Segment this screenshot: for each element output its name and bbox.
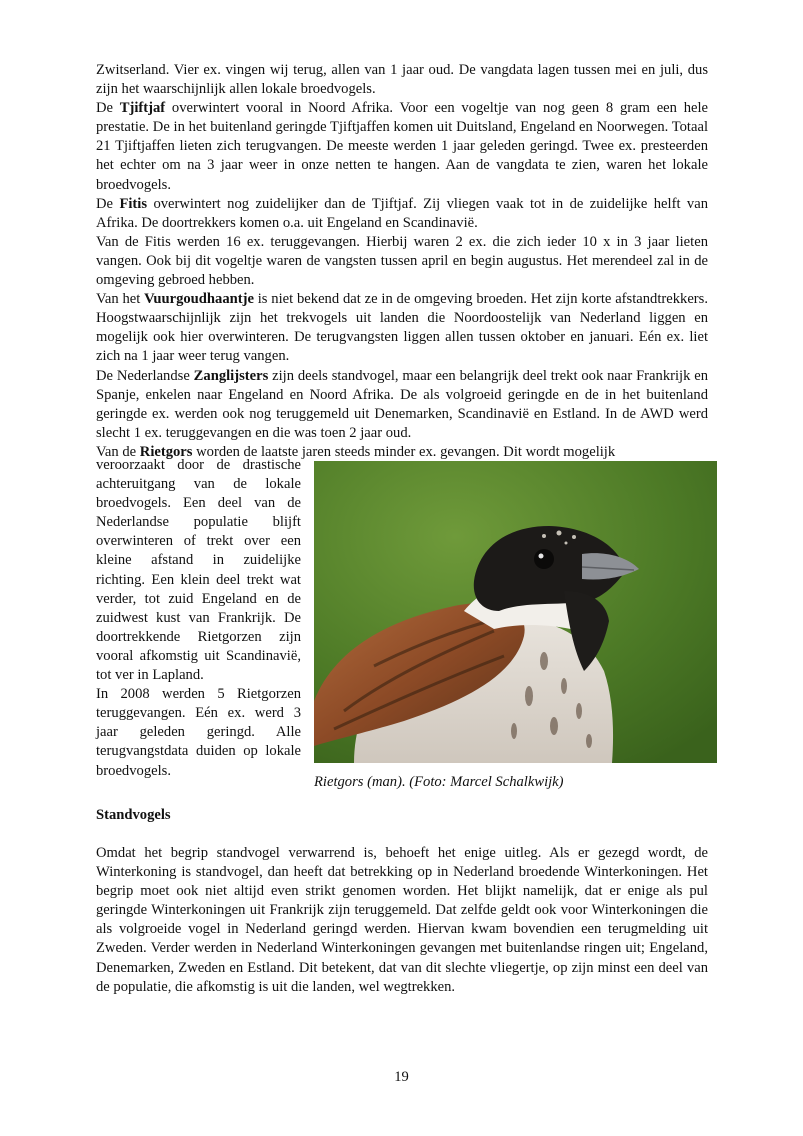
page-number: 19 xyxy=(394,1069,409,1085)
paragraph-fitis-terugvangsten: Van de Fitis werden 16 ex. teruggevangen. Hierbij waren 2 ex. die zich ieder 10 x in 3 jaar lieten vangen. Ook bij dit vogeltje waren de vangsten tussen april en begin augustus. Het merendeel zal in de omgeving gebroed hebben. xyxy=(96,233,708,289)
bird-name: Fitis xyxy=(119,195,148,212)
paragraph-zwitserland: Zwitserland. Vier ex. vingen wij terug, allen van 1 jaar oud. De vangdata lagen tussen mei en juli, dus zijn het waarschijnlijk allen lokale broedvogels. xyxy=(96,62,708,98)
bird-name: Zanglijsters xyxy=(193,367,269,384)
rietgors-photo xyxy=(314,461,717,763)
paragraph-lead: Van de xyxy=(96,443,140,460)
paragraph-body: overwintert nog zuidelijker dan de Tjiftjaf. Zij vliegen vaak tot in de zuidelijke helft van Afrika. De doortrekkers komen o.a. uit Engeland en Scandinavië. xyxy=(96,195,708,231)
standvogels-text-block xyxy=(96,844,708,997)
wrapped-text-block xyxy=(96,456,301,781)
paragraph-lead: De Nederlandse xyxy=(96,367,194,384)
paragraph-body: worden de laatste jaren steeds minder ex. gevangen. Dit wordt mogelijk xyxy=(192,443,616,460)
paragraph-rietgors-2008: In 2008 werden 5 Rietgorzen teruggevangen. Eén ex. werd 3 jaar geleden geringd. Alle terugvangstdata duiden op lokale broedvogels. xyxy=(96,686,301,779)
paragraph-body: is niet bekend dat ze in de omgeving broeden. Het zijn korte afstandtrekkers. Hoogstwaarschijnlijk zijn het trekvogels uit landen die Noordoostelijk van Nederland liggen en mogelijk ook hier overwinteren. De terugvangsten liggen allen tussen oktober en januari. Eén ex. liet zich na 1 jaar weer terug vangen. xyxy=(96,291,708,365)
paragraph-fitis xyxy=(96,195,708,233)
bird-name: Tjiftjaf xyxy=(119,100,166,117)
paragraph-lead: De xyxy=(96,100,120,117)
paragraph-tjiftjaf xyxy=(96,99,708,194)
paragraph-lead: De xyxy=(96,195,120,212)
paragraph-vuurgoudhaantje xyxy=(96,290,708,366)
bird-name: Rietgors xyxy=(139,443,193,460)
paragraph-body: zijn deels standvogel, maar een belangrijk deel trekt ook naar Frankrijk en Spanje, enkelen naar Engeland en Noord Afrika. De als volgroeid geringde en de in het buitenland geringde ex. werden ook nog teruggemeld uit Denemarken, Scandinavië en Estland. In de AWD werd slecht 1 ex. teruggevangen en die was toen 2 jaar oud. xyxy=(96,367,709,441)
paragraph-rietgors-continued: veroorzaakt door de drastische achteruitgang van de lokale broedvogels. Een deel van de Nederlandse populatie blijft overwinteren of trekt over een kleine afstand in zuidelijke richting. Een klein deel trekt wat verder, tot zuid Engeland en de zuidwest kust van Frankrijk. De doortrekkende Rietgorzen zijn vooral afkomstig uit Scandinavië, tot ver in Lapland. xyxy=(96,457,301,684)
section-heading: Standvogels xyxy=(96,807,171,823)
paragraph-zanglijsters xyxy=(96,367,708,443)
photo-caption: Rietgors (man). (Foto: Marcel Schalkwijk) xyxy=(314,774,564,790)
paragraph-lead: Van het xyxy=(96,291,145,308)
paragraph-body: overwintert vooral in Noord Afrika. Voor een vogeltje van nog geen 8 gram een hele prestatie. De in het buitenland geringde Tjiftjaffen komen uit Duitsland, Engeland en Noorwegen. Totaal 21 Tjiftjaffen lieten zich terugvangen. De meeste werden 1 jaar geleden geringd. Twee ex. presteerden het echter om na 3 jaar weer in onze netten te hangen. Aan de vangdata te zien, waren het lokale broedvogels. xyxy=(96,100,709,193)
paragraph-standvogels: Omdat het begrip standvogel verwarrend is, behoeft het enige uitleg. Als er gezegd wordt, de Winterkoning is standvogel, dan heeft dat betrekking op in Nederland broedende Winterkoningen. Het begrip moet ook niet altijd even strikt genomen worden. Het blijkt namelijk, dat er enige als pul geringde Winterkoningen uit Frankrijk zijn teruggemeld. Dat zelfde geldt ook voor Winterkoningen die als volgroeide vogel in Nederland geringd werden. Hiervan kwam bovendien een terugmelding uit Zweden. Verder werden in Nederland Winterkoningen gevangen met buitenlandse ringen uit; Engeland, Denemarken, Zweden en Estland. Dit betekent, dat van dit slechte vliegertje, op zijn minst een deel van de populatie, die afkomstig is uit die landen, wel wegtrekken. xyxy=(96,845,708,995)
bird-name: Vuurgoudhaantje xyxy=(144,291,254,308)
top-text-block xyxy=(96,61,708,462)
